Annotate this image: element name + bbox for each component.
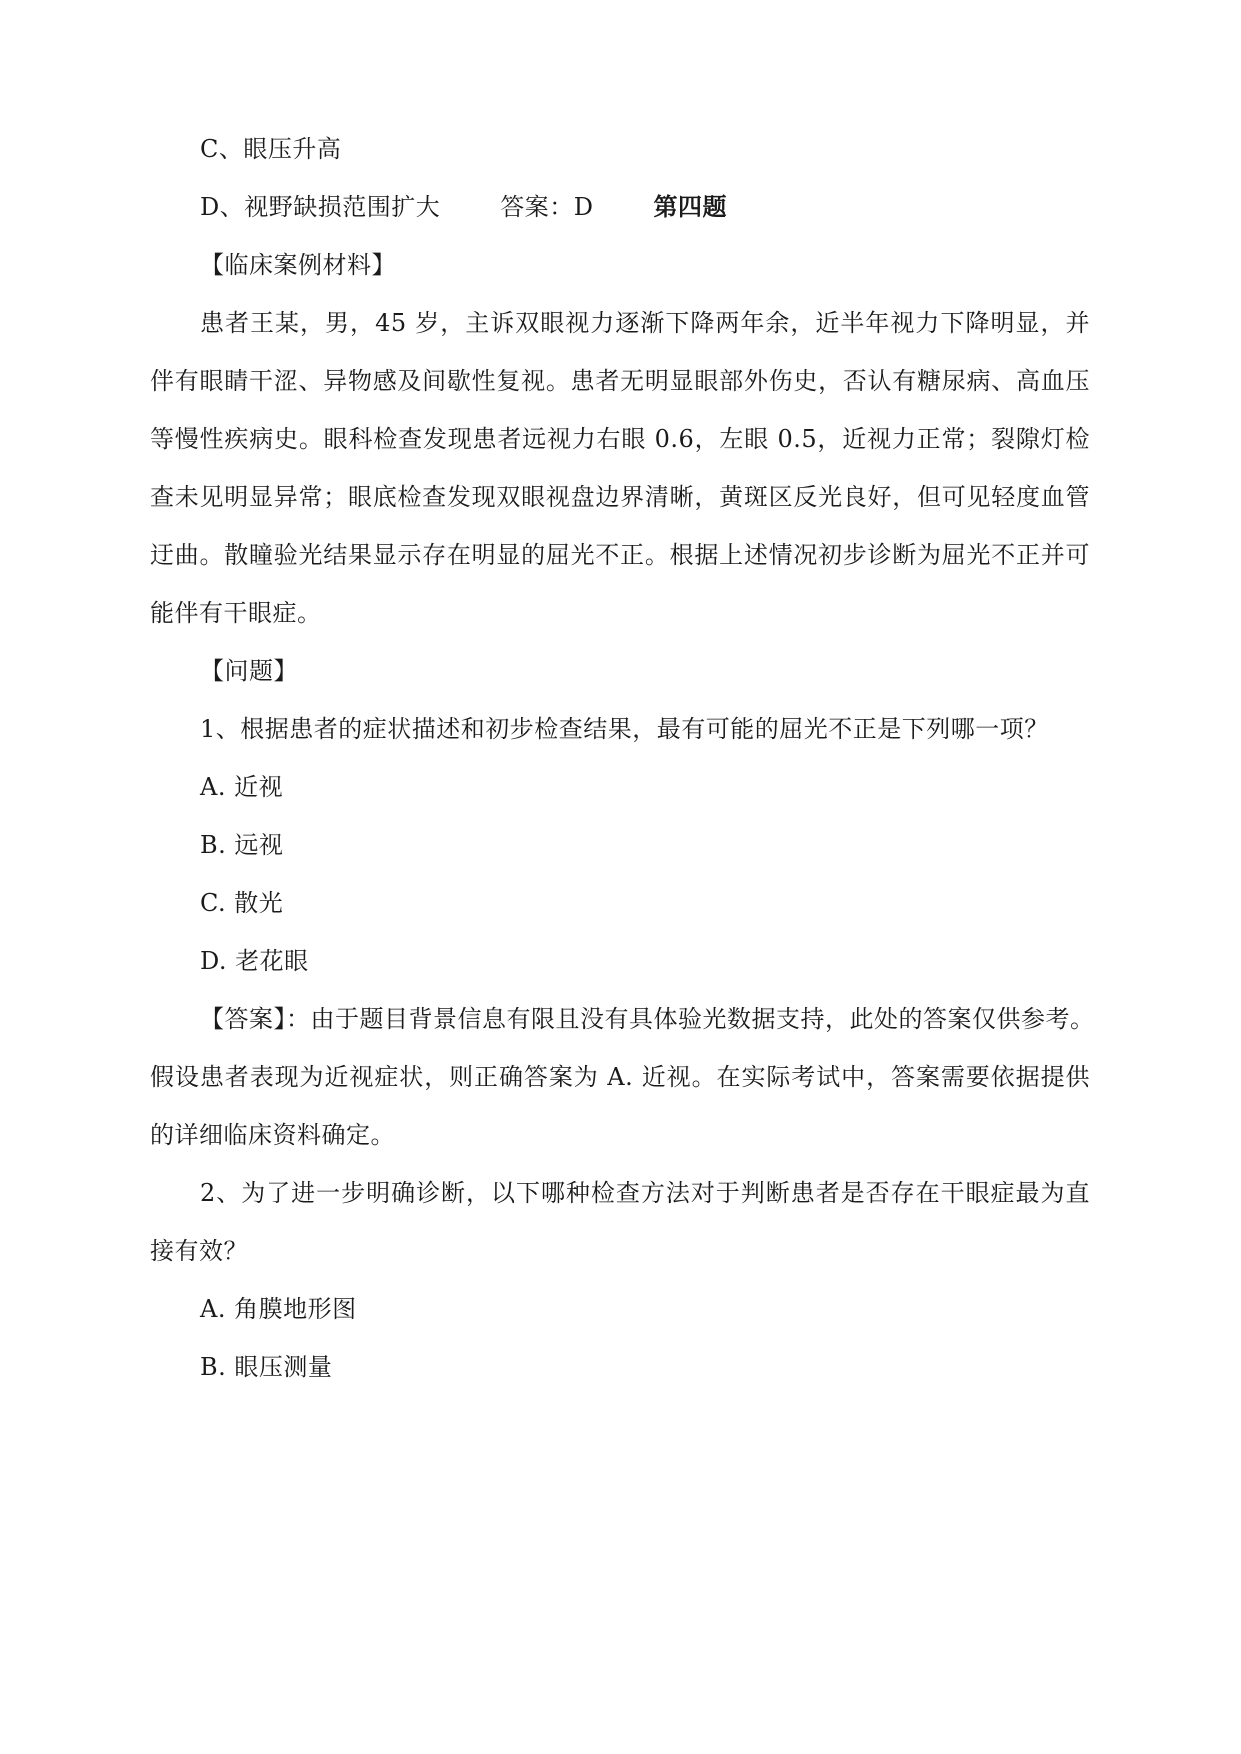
question-heading: 【问题】: [200, 657, 298, 685]
answer-line-1: 【答案】：由于题目背景信息有限且没有具体验光数据支持，此处的答案仅供参考。: [200, 1005, 1095, 1033]
case-heading: 【临床案例材料】: [200, 251, 396, 279]
q1-option-b: B. 远视: [200, 831, 284, 859]
answer-prev: 答案：D: [500, 193, 594, 221]
option-d-prev: D、视野缺损范围扩大: [200, 193, 441, 221]
answer-line-3: 的详细临床资料确定。: [150, 1121, 395, 1149]
option-d-prev-row: [200, 192, 727, 222]
q1-option-d: D. 老花眼: [200, 947, 309, 975]
case-line-3: 等慢性疾病史。眼科检查发现患者远视力右眼 0.6，左眼 0.5，近视力正常；裂隙灯检: [150, 425, 1090, 453]
q1-text: 1、根据患者的症状描述和初步检查结果，最有可能的屈光不正是下列哪一项？: [200, 715, 1049, 743]
section-title: 第四题: [653, 193, 727, 221]
case-line-5: 迂曲。散瞳验光结果显示存在明显的屈光不正。根据上述情况初步诊断为屈光不正并可: [150, 541, 1090, 569]
q1-option-a: A. 近视: [200, 773, 284, 801]
q2-line-1: 2、为了进一步明确诊断，以下哪种检查方法对于判断患者是否存在干眼症最为直: [200, 1179, 1090, 1207]
case-line-2: 伴有眼睛干涩、异物感及间歇性复视。患者无明显眼部外伤史，否认有糖尿病、高血压: [150, 367, 1090, 395]
q2-option-b: B. 眼压测量: [200, 1353, 333, 1381]
option-c-prev: C、眼压升高: [200, 135, 342, 163]
q2-option-a: A. 角膜地形图: [200, 1295, 357, 1323]
q2-line-2: 接有效？: [150, 1237, 248, 1265]
answer-line-2: 假设患者表现为近视症状，则正确答案为 A. 近视。在实际考试中，答案需要依据提供: [150, 1063, 1090, 1091]
case-line-6: 能伴有干眼症。: [150, 599, 322, 627]
case-line-4: 查未见明显异常；眼底检查发现双眼视盘边界清晰，黄斑区反光良好，但可见轻度血管: [150, 483, 1090, 511]
case-line-1: 患者王某，男，45 岁，主诉双眼视力逐渐下降两年余，近半年视力下降明显，并: [200, 309, 1090, 337]
q1-option-c: C. 散光: [200, 889, 284, 917]
